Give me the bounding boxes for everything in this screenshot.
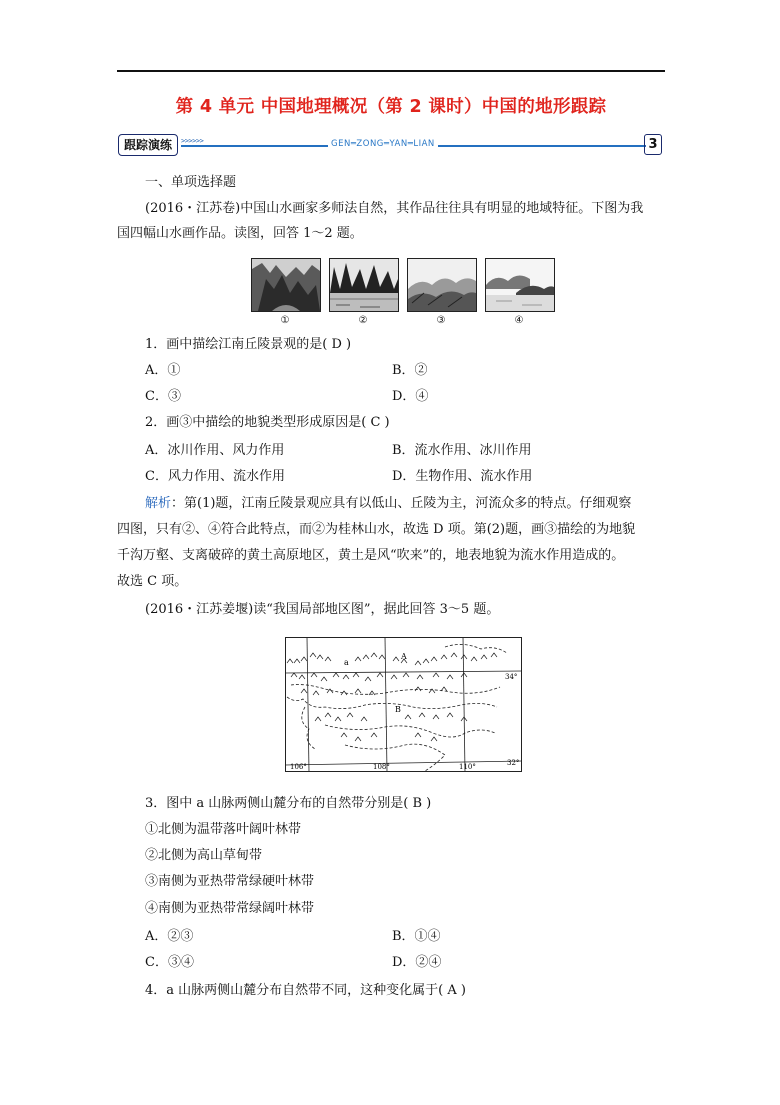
painting-label-3: ③ (436, 315, 446, 326)
analysis-line1 (145, 496, 631, 512)
painting-4 (485, 258, 555, 312)
map-label-a: a (344, 658, 349, 667)
q1-stem: 1．画中描绘江南丘陵景观的是( D ) (145, 337, 352, 352)
page-title: 第 4 单元 中国地理概况（第 2 课时）中国的地形跟踪 (175, 97, 607, 117)
painting-1 (251, 258, 321, 312)
map-lon-108: 108° (373, 763, 390, 771)
intro1-line2: 国四幅山水画作品。读图，回答 1～2 题。 (117, 226, 363, 241)
q1-option-d: D．④ (392, 389, 429, 404)
intro1-line1: (2016・江苏卷)中国山水画家多师法自然，其作品往往具有明显的地域特征。下图为我 (145, 201, 644, 216)
q3-statement-2: ②北侧为高山草甸带 (145, 848, 263, 863)
q4-stem: 4．a 山脉两侧山麓分布自然带不同，这种变化属于( A ) (145, 983, 466, 998)
painting-2 (329, 258, 399, 312)
section-banner (118, 134, 666, 156)
top-rule (117, 70, 665, 72)
map-lon-106: 106° (290, 763, 307, 771)
section-heading: 一、单项选择题 (145, 175, 237, 190)
analysis-line3: 千沟万壑、支离破碎的黄土高原地区，黄土是风“吹来”的，地表地貌为流水作用造成的。 (117, 548, 625, 563)
q1-option-a: A．① (145, 363, 181, 378)
regional-map (285, 637, 522, 772)
painting-3 (407, 258, 477, 312)
painting-label-4: ④ (514, 315, 524, 326)
q2-stem: 2．画③中描绘的地貌类型形成原因是( C ) (145, 415, 390, 430)
map-lat-32: 32° (507, 759, 520, 767)
q3-option-a: A．②③ (145, 929, 194, 944)
map-lon-110: 110° (459, 763, 476, 771)
q3-stem: 3．图中 a 山脉两侧山麓分布的自然带分别是( B ) (145, 796, 432, 811)
q3-statement-1: ①北侧为温带落叶阔叶林带 (145, 822, 302, 837)
intro2: (2016・江苏姜堰)读“我国局部地区图”，据此回答 3～5 题。 (145, 602, 500, 617)
banner-tag: 跟踪演练 (118, 134, 178, 156)
q2-option-c: C．风力作用、流水作用 (145, 469, 285, 484)
q2-option-d: D．生物作用、流水作用 (392, 469, 533, 484)
map-label-B: B (395, 705, 401, 714)
q3-statement-3: ③南侧为亚热带常绿硬叶林带 (145, 874, 315, 889)
analysis-line4: 故选 C 项。 (117, 574, 188, 589)
map-label-A: A (401, 652, 407, 661)
q3-statement-4: ④南侧为亚热带常绿阔叶林带 (145, 901, 315, 916)
banner-number: 3 (644, 134, 662, 155)
q3-option-c: C．③④ (145, 955, 194, 970)
q3-option-d: D．②④ (392, 955, 442, 970)
q1-option-b: B．② (392, 363, 428, 378)
painting-label-1: ① (280, 315, 290, 326)
q2-option-a: A．冰川作用、风力作用 (145, 443, 285, 458)
banner-pinyin: GEN═ZONG═YAN═LIAN (328, 139, 438, 149)
painting-label-2: ② (358, 315, 368, 326)
q1-option-c: C．③ (145, 389, 181, 404)
analysis-text1: ：第(1)题，江南丘陵景观应具有以低山、丘陵为主，河流众多的特点。仔细观察 (171, 496, 632, 511)
q2-option-b: B．流水作用、冰川作用 (392, 443, 532, 458)
banner-arrows: >>>>>> (181, 137, 204, 145)
analysis-label: 解析 (145, 496, 172, 511)
q3-option-b: B．①④ (392, 929, 441, 944)
analysis-line2: 四图，只有②、④符合此特点，而②为桂林山水，故选 D 项。第(2)题，画③描绘的为地貌 (117, 522, 636, 537)
map-lat-34: 34° (505, 673, 518, 681)
